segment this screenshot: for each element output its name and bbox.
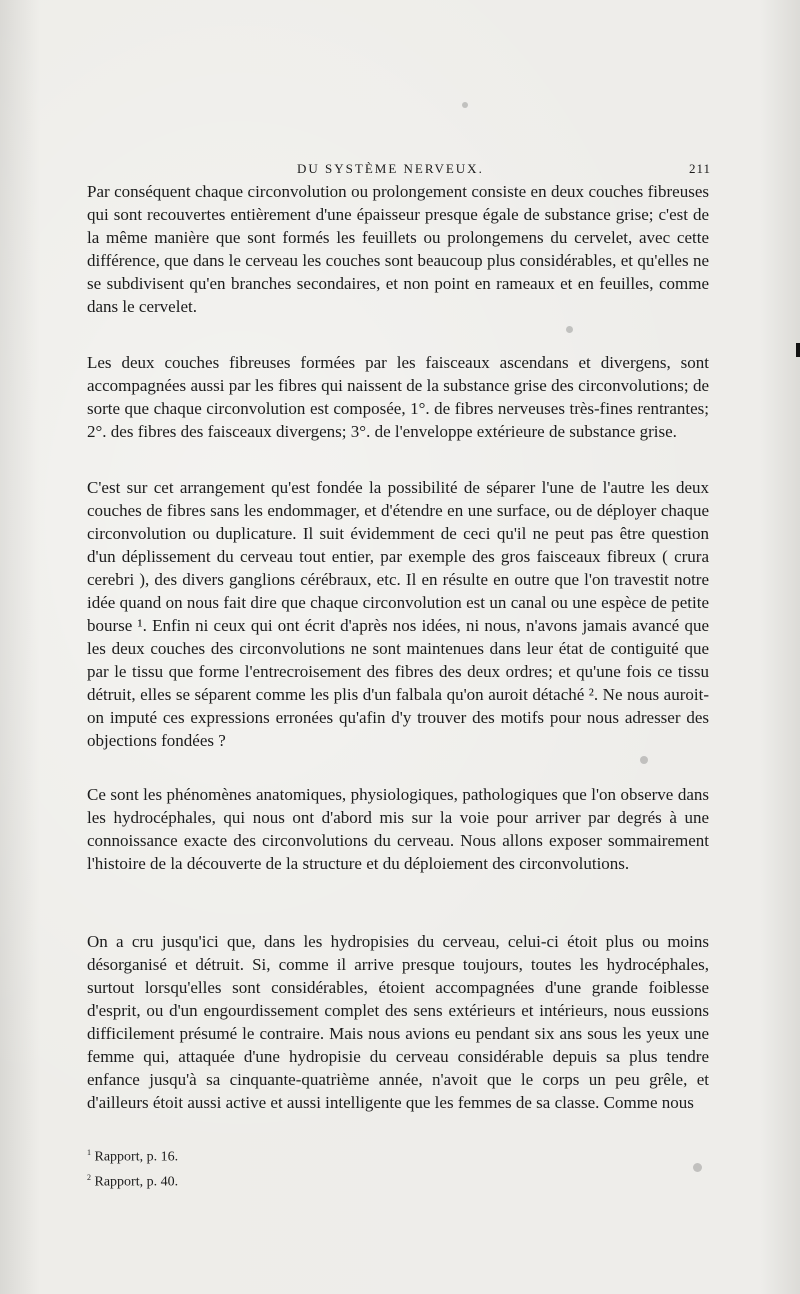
footnote-1 [87, 1143, 487, 1168]
footnote-mark: 2 [87, 1172, 91, 1182]
paragraph-1: Par conséquent chaque circonvolution ou prolongement consiste en deux couches fibreuses qui sont recouvertes entièrement d'une épaisseur presque égale de substance grise; c'est de la même manière que sont formés les feuillets ou prolongemens du cervelet, avec cette différence, que dans le cerveau les couches sont beaucoup plus considérables, et qu'elles ne se subdivisent qu'en branches secondaires, et non point en rameaux et en feuilles, comme dans le cervelet. [87, 182, 709, 316]
paragraph-5: On a cru jusqu'ici que, dans les hydropisies du cerveau, celui-ci étoit plus ou moins désorganisé et détruit. Si, comme il arrive presque toujours, toutes les hydrocéphales, surtout lorsqu'elles sont considérables, étoient accompagnées d'une grande foiblesse d'esprit, ou d'un engourdissement complet des sens extérieurs et intérieurs, nous eussions difficilement présumé le contraire. Mais nous avions eu pendant six ans sous les yeux une femme qui, attaquée d'une hydropisie du cerveau considérable depuis sa plus tendre enfance jusqu'à sa cinquante-quatrième année, n'avoit que le corps un peu grêle, et d'ailleurs étoit aussi active et aussi intelligente que les femmes de sa classe. Comme nous [87, 932, 709, 1112]
footnote-mark: 1 [87, 1148, 91, 1157]
footnote-2 [87, 1168, 487, 1193]
paper-spot [693, 1163, 702, 1172]
paper-spot [566, 326, 573, 333]
paragraph-2: Les deux couches fibreuses formées par les faisceaux ascendans et divergens, sont accompagnées aussi par les fibres qui naissent de la substance grise des circonvolutions; de sorte que chaque circonvolution est composée, 1°. de fibres nerveuses très-fines rentrantes; 2°. des fibres des faisceaux divergens; 3°. de l'enveloppe extérieure de substance grise. [87, 353, 709, 441]
edge-mark [796, 343, 800, 357]
page-number: 211 [688, 161, 711, 176]
footnote-text: Rapport, p. 40. [94, 1174, 179, 1190]
running-title: DU SYSTÈME NERVEUX. [297, 161, 484, 176]
footnote-text: Rapport, p. 16. [94, 1149, 179, 1165]
paper-spot [640, 756, 648, 764]
paragraph-3: C'est sur cet arrangement qu'est fondée la possibilité de séparer l'une de l'autre les deux couches de fibres sans les endommager, et d'étendre en une surface, ou de déployer chaque circonvolution ou duplicature. Il suit évidemment de ceci qu'il ne peut pas être question d'un déplissement du cerveau tout entier, par exemple des gros faisceaux fibreux ( crura cerebri ), des divers ganglions cérébraux, etc. Il en résulte en outre que l'on travestit notre idée quand on nous fait dire que chaque circonvolution est un canal ou une espèce de petite bourse ¹. Enfin ni ceux qui ont écrit d'après nos idées, ni nous, n'avons jamais avancé que les deux couches des circonvolutions ne sont maintenues dans leur état de contiguité que par le tissu que forme l'entrecroisement des fibres des deux ordres; et qu'une fois ce tissu détruit, elles se séparent comme les plis d'un falbala qu'on auroit détaché ². Ne nous auroit-on imputé ces expressions erronées qu'afin d'y trouver des motifs pour nous adresser des objections fondées ? [87, 478, 709, 750]
paragraph-4: Ce sont les phénomènes anatomiques, physiologiques, pathologiques que l'on observe dans les hydrocéphales, qui nous ont d'abord mis sur la voie pour arriver par degrés à une connoissance exacte des circonvolutions du cerveau. Nous allons exposer sommairement l'histoire de la découverte de la structure et du déploiement des circonvolutions. [87, 785, 709, 873]
footnotes [87, 1143, 487, 1192]
paper-spot [462, 102, 468, 108]
